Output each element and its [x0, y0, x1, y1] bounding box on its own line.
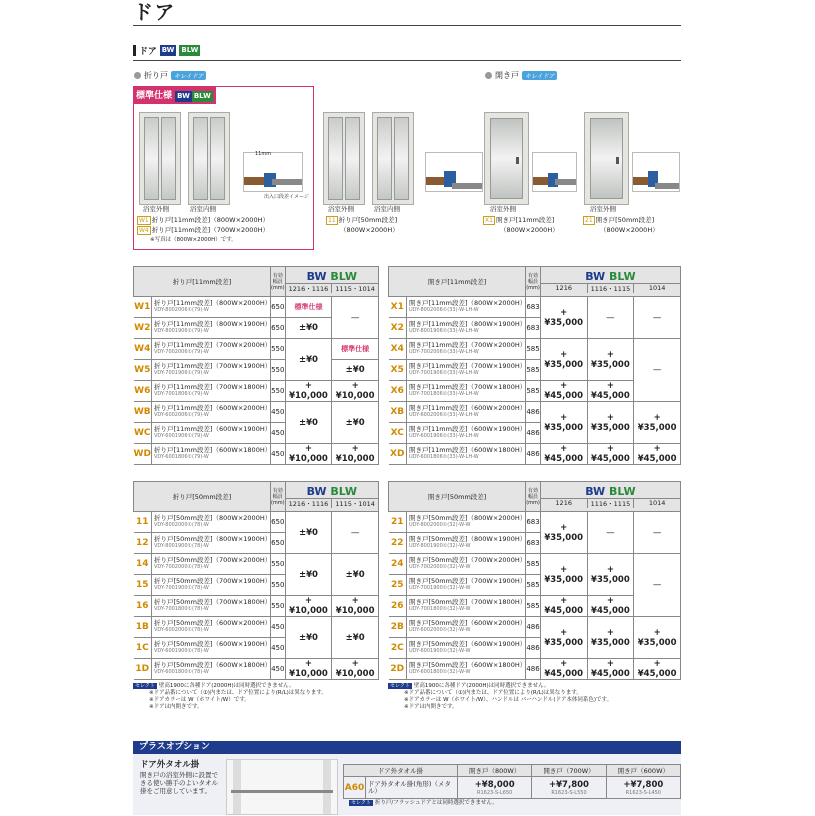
fold-subheading: 折り戸 キレイドア [134, 70, 206, 81]
row-width: 486 [526, 617, 541, 638]
table-row [134, 596, 379, 617]
price-cell: — [587, 512, 634, 554]
blw-tag: BLW [181, 46, 199, 54]
row-name: 開き戸[50mm段差]（800W×2000H） UDY-8002000①(32)-W-W [407, 512, 526, 533]
row-code: 2C [389, 638, 407, 659]
divider [133, 25, 681, 26]
table-row [389, 659, 681, 680]
swing-subheading: 開き戸 キレイドア [485, 70, 557, 81]
row-code: 25 [389, 575, 407, 596]
price-cell: ±¥0 [285, 318, 332, 339]
row-code: X2 [389, 318, 407, 339]
price-cell: +¥45,000 [540, 659, 587, 680]
price-cell: — [332, 297, 379, 339]
price-cell: +¥10,000 [332, 444, 379, 465]
row-name: 折り戸[50mm段差]（700W×1800H） VDY-7001800①(78)-W [152, 596, 271, 617]
row-name: 折り戸[50mm段差]（600W×1900H） VDY-6001900①(78)-W [152, 638, 271, 659]
row-name: 折り戸[11mm段差]（700W×1800H） VDY-7001806①(79)-W [152, 381, 271, 402]
row-width: 550 [270, 381, 285, 402]
row-name: 折り戸[11mm段差]（700W×2000H） VDY-7002006①(79)-W [152, 339, 271, 360]
row-code: 22 [389, 533, 407, 554]
row-code: 12 [134, 533, 152, 554]
row-name: 折り戸[50mm段差]（700W×2000H） VDY-7002000①(78)-W [152, 554, 271, 575]
row-name: 開き戸[50mm段差]（700W×2000H） UDY-7002000①(32)-W-W [407, 554, 526, 575]
row-width: 550 [270, 360, 285, 381]
price-cell: — [634, 297, 681, 339]
row-code: 24 [389, 554, 407, 575]
row-width: 650 [270, 297, 285, 318]
table-row [134, 444, 379, 465]
row-width: 683 [526, 297, 541, 318]
row-name: 開き戸[11mm段差]（600W×2000H） UDY-6002006①(33)-W-LH-W [407, 402, 526, 423]
row-code: 15 [134, 575, 152, 596]
price-cell: +¥10,000 [285, 381, 332, 402]
page-title: ドア [133, 0, 177, 24]
row-code: 2D [389, 659, 407, 680]
row-name: 開き戸[50mm段差]（600W×1900H） UDY-6001900①(32)-W-W [407, 638, 526, 659]
divider [133, 60, 681, 61]
row-name: 折り戸[11mm段差]（700W×1900H） VDY-7001906①(79)-W [152, 360, 271, 381]
table-row [389, 444, 681, 465]
row-width: 450 [270, 423, 285, 444]
row-name: 開き戸[11mm段差]（600W×1900H） UDY-6001906①(33)-W-LH-W [407, 423, 526, 444]
row-code: 21 [389, 512, 407, 533]
table-row [134, 659, 379, 680]
price-cell: ±¥0 [332, 617, 379, 659]
row-name: 折り戸[50mm段差]（700W×1900H） VDY-7001900①(78)-W [152, 575, 271, 596]
price-cell: ±¥0 [285, 617, 332, 659]
row-name: 開き戸[50mm段差]（600W×2000H） UDY-6002000①(32)-W-W [407, 617, 526, 638]
row-name: 折り戸[11mm段差]（600W×1900H） VDY-6001906①(79)-W [152, 423, 271, 444]
row-name: 折り戸[11mm段差]（800W×2000H） VDY-8002006①(79)-W [152, 297, 271, 318]
price-cell: +¥35,000 [634, 617, 681, 659]
row-width: 486 [526, 423, 541, 444]
price-cell: ±¥0 [285, 554, 332, 596]
step-diagram-swing50 [632, 152, 680, 192]
option-table: ドア外タオル掛 開き戸（800W） 開き戸（700W） 開き戸（600W） A60 ドア外タオル掛(角形)（メタル） +¥8,000 R1623-S-L650 +¥7,800 R1623-S-L550 +¥7,800 R1623-S-L450 [343, 764, 681, 799]
option-note: セレクト 折り戸/フラッシュドアとは同時選択できません。 [351, 800, 498, 806]
price-cell: +¥45,000 [540, 381, 587, 402]
row-code: 14 [134, 554, 152, 575]
row-code: 11 [134, 512, 152, 533]
row-code: 16 [134, 596, 152, 617]
table-row [389, 512, 681, 533]
price-cell: +¥10,000 [285, 596, 332, 617]
row-code: XB [389, 402, 407, 423]
row-code: W4 [134, 339, 152, 360]
table-swing50: 開き戸[50mm段差] 有効幅員 (mm) BW BLW 1216 1116・1115 1014 21 開き戸[50mm段差]（800W×2000H） UDY-8002000①(32)-W-W 683 +¥35,000 — — 22 開き戸[50mm段差]（800W×1900H） UDY-8001900①(32)-W-W 683 24 開き戸[50mm段差]（700W×2000H） UDY-7002000①(32)-W-W 585 +¥35,000 +¥35,000 — 25 開き戸[50mm段差]（700W×1900H） UDY-7001900①(32)-W-W 585 26 開き戸[50mm段差]（700W×1800H） UDY-7001800①(32)-W-W 585 +¥45,000 +¥45,000 2B 開き戸[50mm段差]（600W×2000H） UDY-6002000①(32)-W-W 486 +¥35,000 +¥35,000 +¥35,000 2C 開き戸[50mm段差]（600W×1900H） UDY-6001900①(32)-W-W 486 2D 開き戸[50mm段差]（600W×1800H） UDY-6001800①(32)-W-W 486 +¥45,000 +¥45,000 +¥45,000 [388, 481, 681, 680]
table-row [389, 297, 681, 318]
price-cell: +¥45,000 [587, 381, 634, 402]
price-cell: ±¥0 [285, 512, 332, 554]
table-row [134, 297, 379, 318]
row-name: 開き戸[11mm段差]（600W×1800H） UDY-6001806①(33)-W-LH-W [407, 444, 526, 465]
row-width: 683 [526, 533, 541, 554]
price-cell: +¥10,000 [332, 596, 379, 617]
row-width: 550 [270, 575, 285, 596]
table-row [389, 402, 681, 423]
row-width: 486 [526, 444, 541, 465]
price-cell: +¥10,000 [332, 659, 379, 680]
row-code: WD [134, 444, 152, 465]
row-code: W6 [134, 381, 152, 402]
price-cell: ±¥0 [332, 402, 379, 444]
table-row [134, 360, 379, 381]
price-cell: ±¥0 [332, 554, 379, 596]
option-desc: 開き戸の浴室外側に設置できる使い勝手のよいタオル掛をご用意しています。 [140, 771, 218, 795]
notes-right: セレクト 壁高1900に各種ドア(2000H)は同時選択できません。 ※ドア品番について（①)内または、ドア位置により(R/L)は異なります。 ※ドアカラーは W（ホワイト/W）、ハンドルは バーハンドル(ドア本体同系色)です。 ※ドアは内開きです。 [390, 683, 613, 710]
row-name: 折り戸[50mm段差]（600W×2000H） VDY-6002000①(78)-W [152, 617, 271, 638]
row-name: 折り戸[50mm段差]（600W×1800H） VDY-6001800①(78)-W [152, 659, 271, 680]
row-width: 450 [270, 444, 285, 465]
row-code: W2 [134, 318, 152, 339]
row-width: 550 [270, 596, 285, 617]
bullet-icon [134, 72, 141, 79]
price-cell: +¥35,000 [540, 402, 587, 444]
fold50-inside-image [372, 112, 414, 205]
row-width: 650 [270, 318, 285, 339]
row-width: 650 [270, 512, 285, 533]
row-width: 550 [270, 554, 285, 575]
table-row [134, 554, 379, 575]
row-name: 開き戸[11mm段差]（800W×1900H） UDY-8001906①(33)-W-LH-W [407, 318, 526, 339]
row-code: X5 [389, 360, 407, 381]
option-title: ドア外タオル掛 [140, 760, 200, 770]
row-code: W1 [134, 297, 152, 318]
bullet-icon [485, 72, 492, 79]
row-code: X4 [389, 339, 407, 360]
price-cell: — [634, 512, 681, 554]
option-header: プラスオプション [133, 741, 681, 754]
row-name: 開き戸[11mm段差]（700W×1800H） UDY-7001806①(33)-W-LH-W [407, 381, 526, 402]
price-cell: +¥35,000 [540, 339, 587, 381]
row-name: 開き戸[50mm段差]（700W×1800H） UDY-7001800①(32)-W-W [407, 596, 526, 617]
price-cell: +¥45,000 [634, 659, 681, 680]
row-name: 折り戸[50mm段差]（800W×2000H） VDY-8002000①(78)-W [152, 512, 271, 533]
table-row [134, 339, 379, 360]
price-cell: +¥35,000 [634, 402, 681, 444]
row-width: 486 [526, 402, 541, 423]
row-name: 開き戸[50mm段差]（800W×1900H） UDY-8001900①(32)-W-W [407, 533, 526, 554]
swing50-outside-image [584, 112, 629, 205]
row-code: 1D [134, 659, 152, 680]
price-cell: ±¥0 [285, 402, 332, 444]
row-name: 開き戸[11mm段差]（800W×2000H） UDY-8002006①(33)-W-LH-W [407, 297, 526, 318]
price-cell: +¥45,000 [540, 596, 587, 617]
price-cell: +¥45,000 [540, 444, 587, 465]
row-width: 585 [526, 339, 541, 360]
row-width: 585 [526, 360, 541, 381]
bw-tag: BW [161, 46, 175, 54]
notes-left: セレクト 壁高1900に各種ドア(2000H)は同時選択できません。 ※ドア品番について（①)内または、ドア位置により(R/L)は異なります。 ※ドアカラーは W（ホワイト/W）です。 ※ドアは内開きです。 [135, 683, 327, 710]
row-width: 650 [270, 533, 285, 554]
row-width: 450 [270, 638, 285, 659]
price-cell: — [634, 339, 681, 402]
row-width: 585 [526, 575, 541, 596]
row-name: 折り戸[11mm段差]（600W×2000H） VDY-6002006①(79)-W [152, 402, 271, 423]
row-code: WB [134, 402, 152, 423]
row-code: 26 [389, 596, 407, 617]
row-width: 450 [270, 617, 285, 638]
row-width: 585 [526, 381, 541, 402]
fold-door-inside-image [188, 112, 230, 205]
step-diagram-swing11 [532, 152, 577, 192]
row-width: 486 [526, 638, 541, 659]
row-width: 683 [526, 512, 541, 533]
row-name: 折り戸[50mm段差]（800W×1900H） VDY-8001900①(78)-W [152, 533, 271, 554]
row-code: 2B [389, 617, 407, 638]
row-width: 550 [270, 339, 285, 360]
row-width: 450 [270, 659, 285, 680]
row-width: 450 [270, 402, 285, 423]
table-fold50: 折り戸[50mm段差] 有効幅員 (mm) BW BLW 1216・1116 1115・1014 11 折り戸[50mm段差]（800W×2000H） VDY-8002000①(78)-W 650 ±¥0 — 12 折り戸[50mm段差]（800W×1900H） VDY-8001900①(78)-W 650 14 折り戸[50mm段差]（700W×2000H） VDY-7002000①(78)-W 550 ±¥0 ±¥0 15 折り戸[50mm段差]（700W×1900H） VDY-7001900①(78)-W 550 16 折り戸[50mm段差]（700W×1800H） VDY-7001800①(78)-W 550 +¥10,000 +¥10,000 1B 折り戸[50mm段差]（600W×2000H） VDY-6002000①(78)-W 450 ±¥0 ±¥0 1C 折り戸[50mm段差]（600W×1900H） VDY-6001900①(78)-W 450 1D 折り戸[50mm段差]（600W×1800H） VDY-6001800①(78)-W 450 +¥10,000 +¥10,000 [133, 481, 379, 680]
table-row [134, 512, 379, 533]
table-row [389, 617, 681, 638]
row-code: 1C [134, 638, 152, 659]
row-width: 585 [526, 554, 541, 575]
row-name: 開き戸[11mm段差]（700W×2000H） UDY-7002006①(33)-W-LH-W [407, 339, 526, 360]
row-code: X1 [389, 297, 407, 318]
table-swing11: 開き戸[11mm段差] 有効幅員 (mm) BW BLW 1216 1116・1115 1014 X1 開き戸[11mm段差]（800W×2000H） UDY-8002006①(33)-W-LH-W 683 +¥35,000 — — X2 開き戸[11mm段差]（800W×1900H） UDY-8001906①(33)-W-LH-W 683 X4 開き戸[11mm段差]（700W×2000H） UDY-7002006①(33)-W-LH-W 585 +¥35,000 +¥35,000 — X5 開き戸[11mm段差]（700W×1900H） UDY-7001906①(33)-W-LH-W 585 X6 開き戸[11mm段差]（700W×1800H） UDY-7001806①(33)-W-LH-W 585 +¥45,000 +¥45,000 XB 開き戸[11mm段差]（600W×2000H） UDY-6002006①(33)-W-LH-W 486 +¥35,000 +¥35,000 +¥35,000 XC 開き戸[11mm段差]（600W×1900H） UDY-6001906①(33)-W-LH-W 486 XD 開き戸[11mm段差]（600W×1800H） UDY-6001806①(33)-W-LH-W 486 +¥45,000 +¥45,000 +¥45,000 [388, 266, 681, 465]
towel-bar-image [226, 759, 338, 815]
table-fold11: 折り戸[11mm段差] 有効幅員 (mm) BW BLW 1216・1116 1115・1014 W1 折り戸[11mm段差]（800W×2000H） VDY-8002006①(79)-W 650 標準仕様 — W2 折り戸[11mm段差]（800W×1900H） VDY-8001906①(79)-W 650 ±¥0 W4 折り戸[11mm段差]（700W×2000H） VDY-7002006①(79)-W 550 ±¥0 標準仕様 W5 折り戸[11mm段差]（700W×1900H） VDY-7001906①(79)-W 550 ±¥0 W6 折り戸[11mm段差]（700W×1800H） VDY-7001806①(79)-W 550 +¥10,000 +¥10,000 WB 折り戸[11mm段差]（600W×2000H） VDY-6002006①(79)-W 450 ±¥0 ±¥0 WC 折り戸[11mm段差]（600W×1900H） VDY-6001906①(79)-W 450 WD 折り戸[11mm段差]（600W×1800H） VDY-6001806①(79)-W 450 +¥10,000 +¥10,000 [133, 266, 379, 465]
price-cell: +¥35,000 [587, 617, 634, 659]
row-name: 開き戸[11mm段差]（700W×1900H） UDY-7001906①(33)-W-LH-W [407, 360, 526, 381]
price-cell: +¥35,000 [540, 297, 587, 339]
table-row [134, 402, 379, 423]
price-cell: — [587, 297, 634, 339]
standard-cell: 標準仕様 [285, 297, 332, 318]
price-cell: +¥35,000 [540, 512, 587, 554]
table-row [134, 617, 379, 638]
row-code: X6 [389, 381, 407, 402]
price-cell: — [332, 512, 379, 554]
price-cell: +¥10,000 [285, 444, 332, 465]
price-cell: +¥45,000 [587, 659, 634, 680]
row-code: W5 [134, 360, 152, 381]
row-name: 開き戸[50mm段差]（600W×1800H） UDY-6001800①(32)-W-W [407, 659, 526, 680]
price-cell: — [634, 554, 681, 617]
row-width: 683 [526, 318, 541, 339]
price-cell: +¥45,000 [587, 444, 634, 465]
row-code: WC [134, 423, 152, 444]
fold50-outside-image [323, 112, 365, 205]
row-width: 585 [526, 596, 541, 617]
step-diagram-50 [425, 152, 483, 192]
price-cell: +¥45,000 [634, 444, 681, 465]
price-cell: +¥10,000 [285, 659, 332, 680]
table-row [389, 554, 681, 575]
price-cell: +¥45,000 [587, 596, 634, 617]
row-name: 折り戸[11mm段差]（600W×1800H） VDY-6001806①(79)-W [152, 444, 271, 465]
table-row [389, 339, 681, 360]
swing-outside-image [484, 112, 529, 205]
table-row [134, 381, 379, 402]
row-code: 1B [134, 617, 152, 638]
row-code: XC [389, 423, 407, 444]
price-cell: ±¥0 [332, 360, 379, 381]
price-cell: +¥35,000 [587, 402, 634, 444]
row-width: 486 [526, 659, 541, 680]
price-cell: ±¥0 [285, 339, 332, 381]
price-cell: +¥35,000 [587, 554, 634, 596]
price-cell: +¥10,000 [332, 381, 379, 402]
row-name: 開き戸[50mm段差]（700W×1900H） UDY-7001900①(32)-W-W [407, 575, 526, 596]
price-cell: +¥35,000 [540, 554, 587, 596]
standard-cell: 標準仕様 [332, 339, 379, 360]
row-name: 折り戸[11mm段差]（800W×1900H） VDY-8001906①(79)-W [152, 318, 271, 339]
price-cell: +¥35,000 [540, 617, 587, 659]
fold-door-outside-image [139, 112, 181, 205]
standard-label: 標準仕様 BW BLW [133, 86, 216, 104]
row-code: XD [389, 444, 407, 465]
step-diagram-11 [243, 152, 303, 192]
section-heading: ドア BW BLW [133, 44, 200, 57]
price-cell: +¥35,000 [587, 339, 634, 381]
bar-icon [133, 45, 136, 56]
